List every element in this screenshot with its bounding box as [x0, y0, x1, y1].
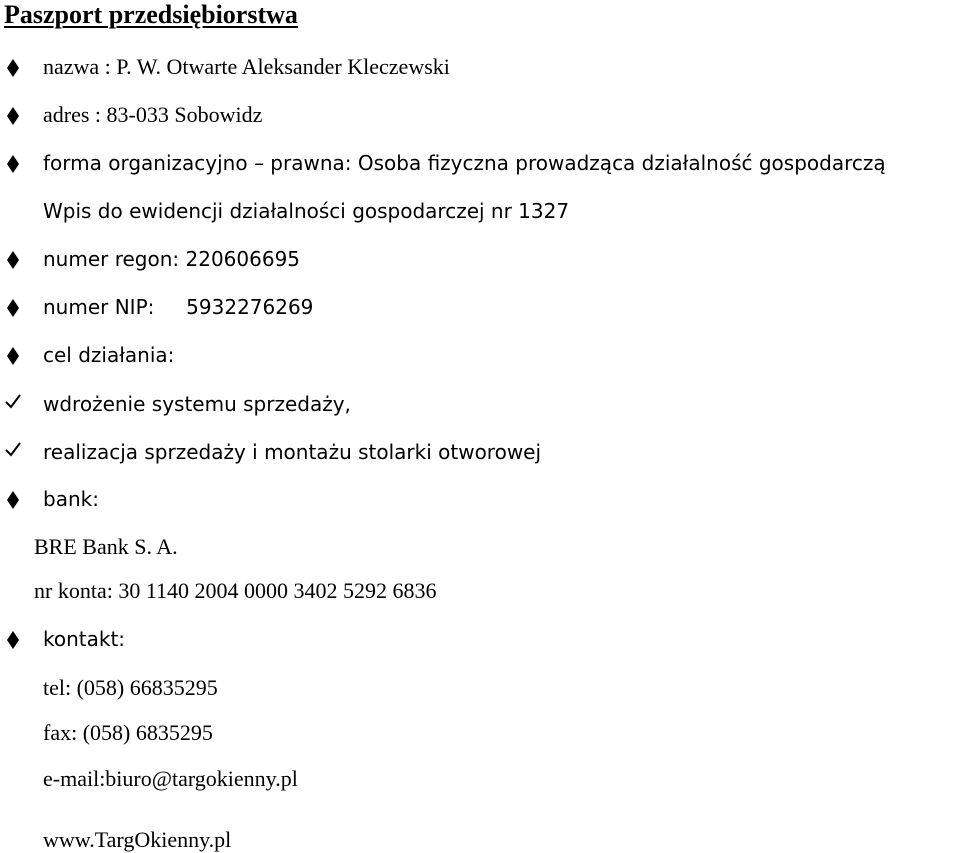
checkmark-icon	[4, 392, 22, 410]
bank-label: bank:	[43, 487, 99, 511]
business-purpose-label: cel działania:	[43, 343, 175, 367]
diamond-bullet-icon	[6, 630, 20, 650]
website-link[interactable]: www.TargOkienny.pl	[43, 827, 232, 852]
diamond-bullet-icon	[6, 58, 20, 78]
purpose-item: realizacja sprzedaży i montażu stolarki otworowej	[43, 440, 542, 464]
fax-number: fax: (058) 6835295	[43, 720, 213, 745]
checkmark-icon	[4, 440, 22, 458]
nip-number: numer NIP: 5932276269	[43, 295, 314, 319]
registry-entry: Wpis do ewidencji działalności gospodarczej nr 1327	[43, 199, 570, 223]
diamond-bullet-icon	[6, 250, 20, 270]
email-address: e-mail:biuro@targokienny.pl	[43, 766, 298, 791]
page-title: Paszport przedsiębiorstwa	[4, 0, 298, 29]
legal-form: forma organizacyjno – prawna: Osoba fizyczna prowadząca działalność gospodarczą	[43, 151, 886, 175]
bank-name: BRE Bank S. A.	[34, 534, 178, 559]
regon-number: numer regon: 220606695	[43, 247, 301, 271]
purpose-item: wdrożenie systemu sprzedaży,	[43, 392, 351, 416]
company-address: adres : 83-033 Sobowidz	[43, 102, 263, 127]
diamond-bullet-icon	[6, 346, 20, 366]
diamond-bullet-icon	[6, 106, 20, 126]
diamond-bullet-icon	[6, 298, 20, 318]
company-name: nazwa : P. W. Otwarte Aleksander Kleczewski	[43, 54, 450, 79]
phone-number: tel: (058) 66835295	[43, 675, 218, 700]
contact-label: kontakt:	[43, 627, 126, 651]
diamond-bullet-icon	[6, 154, 20, 174]
diamond-bullet-icon	[6, 490, 20, 510]
account-number: nr konta: 30 1140 2004 0000 3402 5292 6836	[34, 578, 437, 603]
